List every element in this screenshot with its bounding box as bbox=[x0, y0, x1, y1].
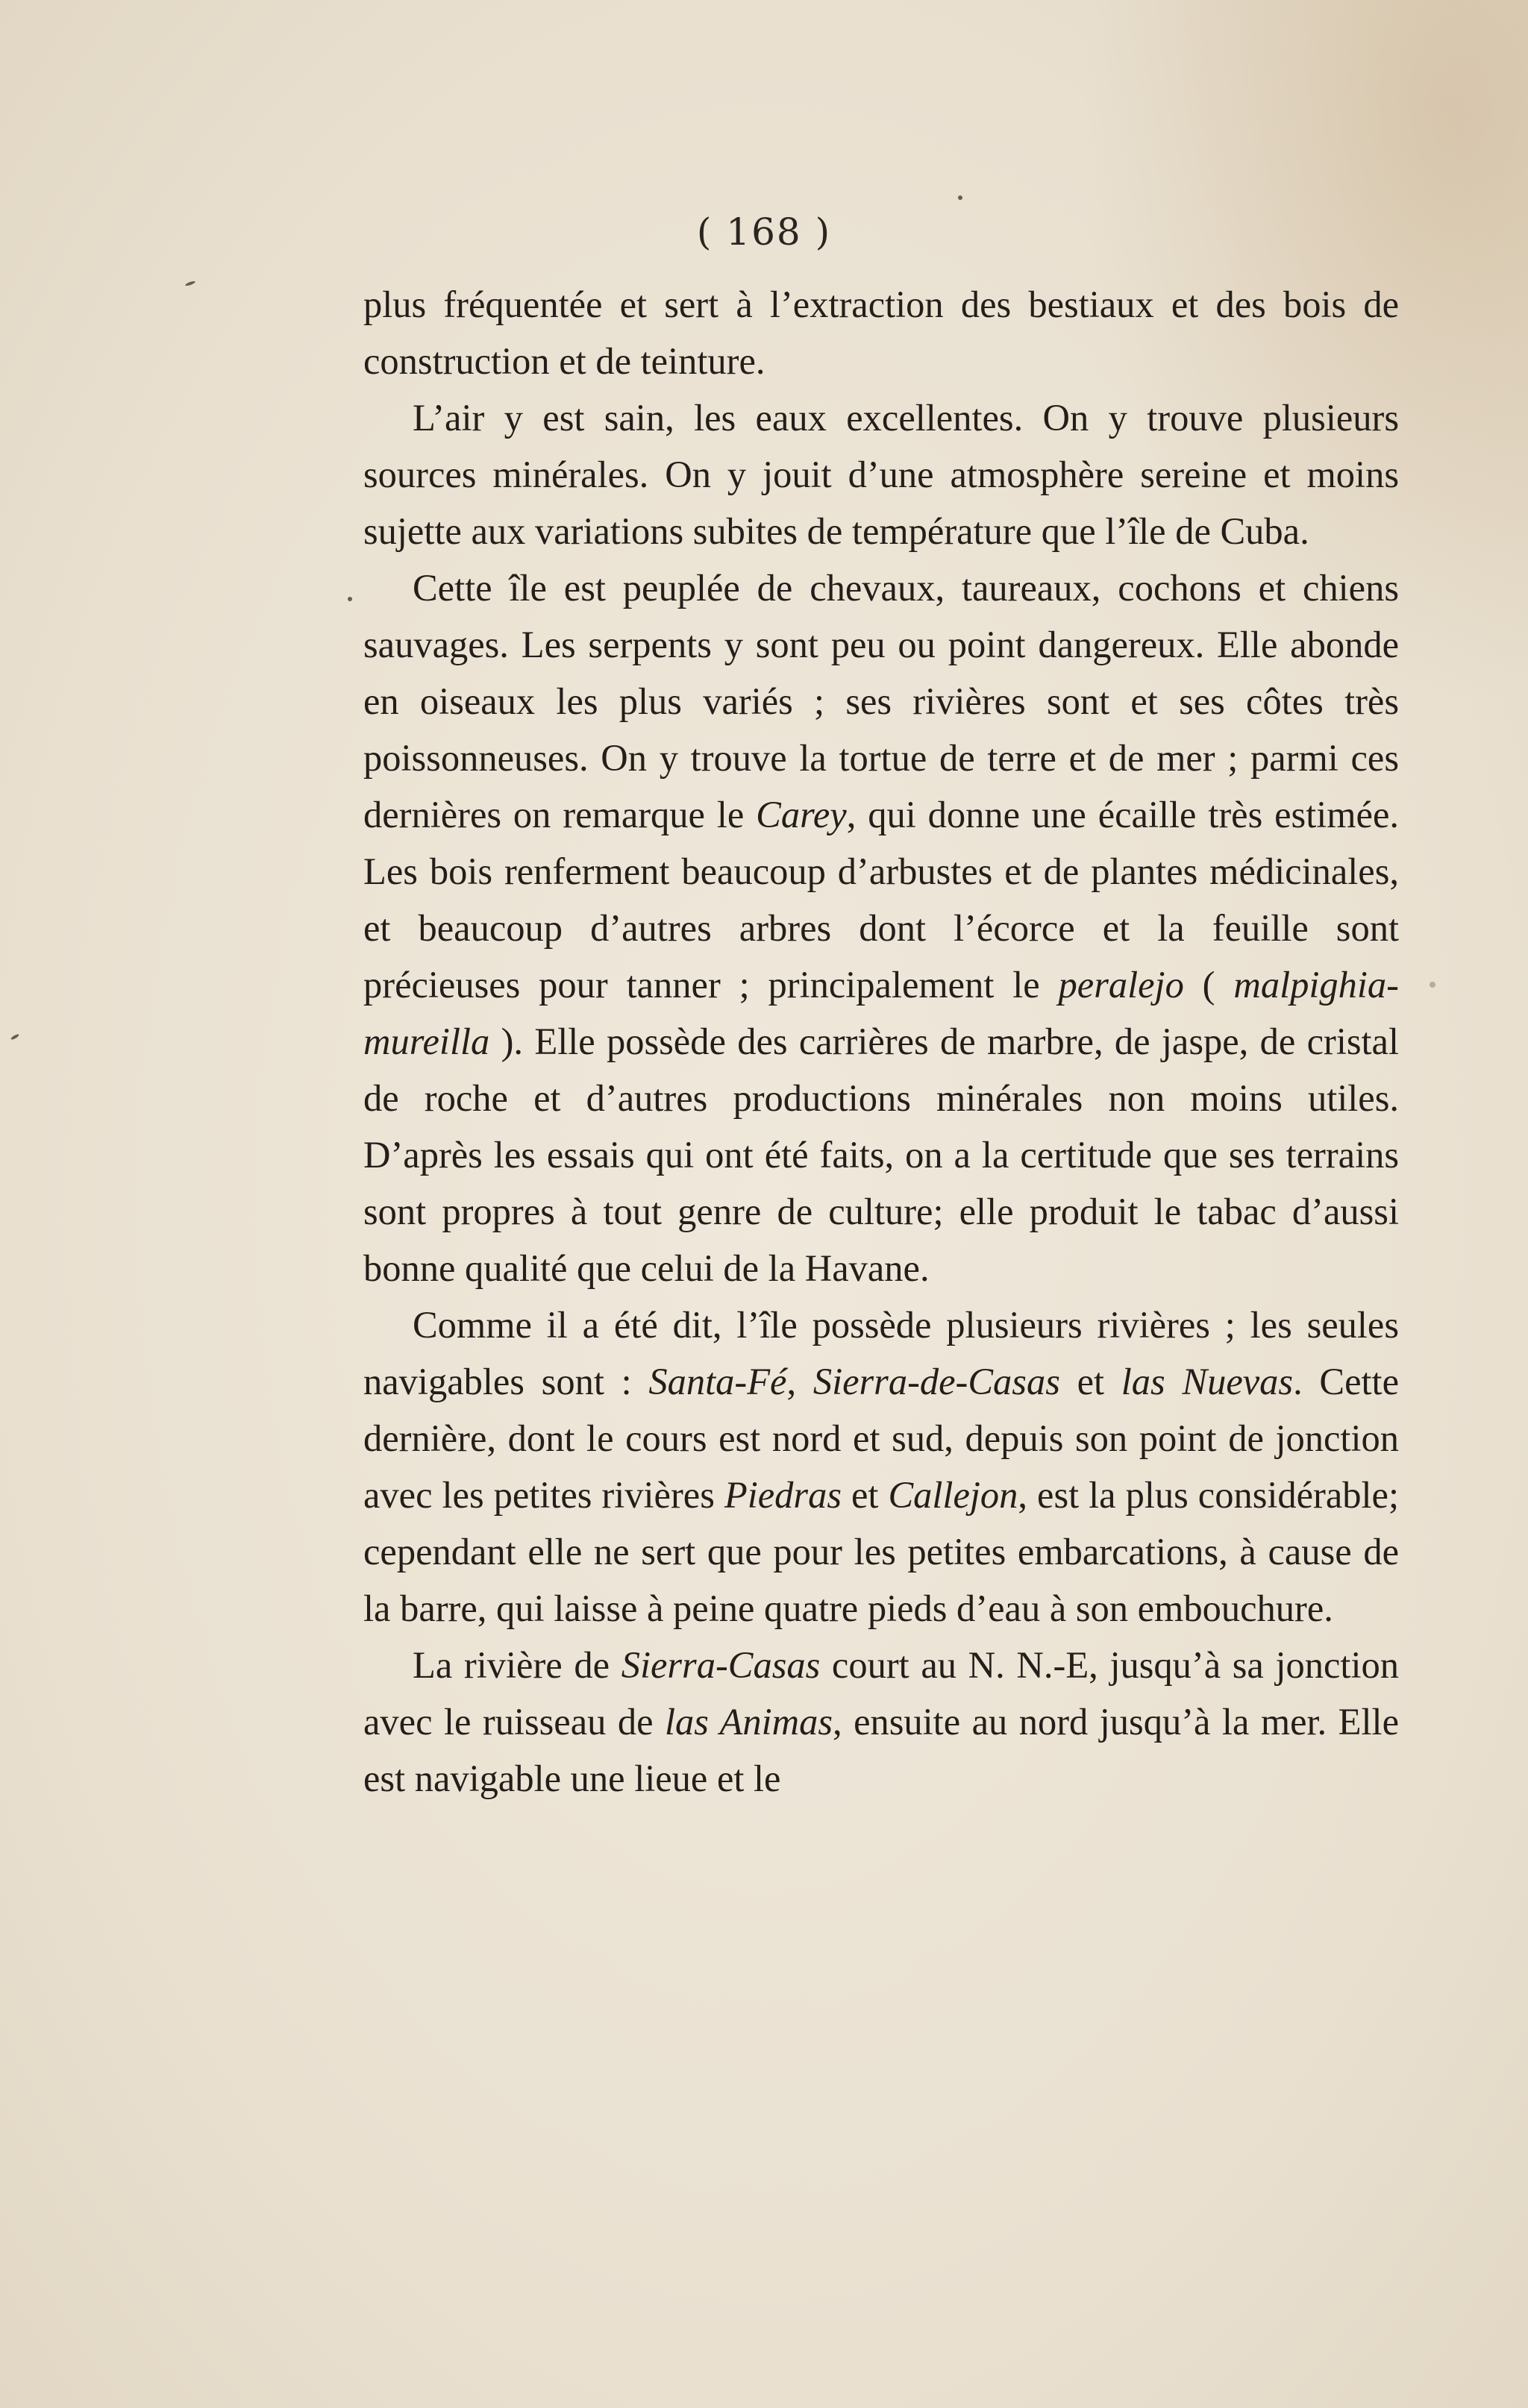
italic-term: peralejo bbox=[1058, 964, 1184, 1006]
text-segment: et bbox=[841, 1474, 889, 1516]
text-segment: , qui donne une écaille très estimée. Les bois renferment beaucoup d’arbustes et de plantes médicinales, et beaucoup d’autres arbres dont l’écorce et la feuille sont précieuses pour tanner ; principalement le bbox=[363, 794, 1399, 1006]
paragraph-5 bbox=[363, 1637, 1399, 1807]
paragraph-2 bbox=[363, 389, 1399, 559]
paper-speck bbox=[1430, 982, 1435, 988]
text-segment: court au N. N.-E, jusqu’à sa jonction avec le ruisseau de bbox=[363, 1644, 1399, 1743]
text-segment: ). Elle possède des carrières de marbre, de jaspe, de cristal de roche et d’autres productions minérales non moins utiles. D’après les essais qui ont été faits, on a la certitude que ses terrains sont propres à tout genre de culture; elle produit le tabac d’aussi bonne qualité que celui de la Havane. bbox=[363, 1020, 1399, 1289]
text-segment: , ensuite au nord jusqu’à la mer. Elle est navigable une lieue et le bbox=[363, 1701, 1399, 1799]
italic-term: Piedras bbox=[724, 1474, 842, 1516]
italic-term: las Animas bbox=[664, 1701, 833, 1743]
paragraph-3 bbox=[363, 559, 1399, 1297]
text-segment: . Cette dernière, dont le cours est nord et sud, depuis son point de jonction avec les petites rivières bbox=[363, 1361, 1399, 1516]
italic-term: Callejon bbox=[888, 1474, 1018, 1516]
text-segment: et bbox=[1059, 1361, 1121, 1402]
text-segment: , est la plus considérable; cependant elle ne sert que pour les petites embarcations, à cause de la barre, qui laisse à peine quatre pieds d’eau à son embouchure. bbox=[363, 1474, 1399, 1629]
paragraph-4 bbox=[363, 1297, 1399, 1637]
paper-speck bbox=[185, 280, 196, 287]
text-segment: Comme il a été dit, l’île possède plusieurs rivières ; les seules navigables sont : bbox=[363, 1304, 1399, 1402]
italic-term: Carey bbox=[756, 794, 847, 835]
text-segment: ( bbox=[1183, 964, 1234, 1006]
italic-term: Sierra-Casas bbox=[621, 1644, 821, 1686]
text-segment: , bbox=[786, 1361, 813, 1402]
paper-speck bbox=[958, 195, 962, 200]
text-segment: plus fréquentée et sert à l’extraction des bestiaux et des bois de construction et de teinture. bbox=[363, 283, 1399, 382]
italic-term: Santa-Fé bbox=[648, 1361, 787, 1402]
page-body bbox=[363, 276, 1399, 1807]
italic-term: Sierra-de-Casas bbox=[812, 1361, 1060, 1402]
paper-speck bbox=[348, 597, 352, 601]
text-segment: Cette île est peuplée de chevaux, taureaux, cochons et chiens sauvages. Les serpents y sont peu ou point dangereux. Elle abonde en oiseaux les plus variés ; ses rivières sont et ses côtes très poissonneuses. On y trouve la tortue de terre et de mer ; parmi ces dernières on remarque le bbox=[363, 567, 1399, 835]
italic-term: malpighia-mureilla bbox=[363, 964, 1399, 1062]
paper-speck bbox=[10, 1033, 19, 1040]
page-number: ( 168 ) bbox=[696, 210, 832, 254]
text-segment: La rivière de bbox=[413, 1644, 621, 1686]
text-segment: L’air y est sain, les eaux excellentes. On y trouve plusieurs sources minérales. On y jouit d’une atmosphère sereine et moins sujette aux variations subites de température que l’île de Cuba. bbox=[363, 397, 1399, 552]
italic-term: las Nuevas bbox=[1121, 1361, 1294, 1402]
paragraph-1 bbox=[363, 276, 1399, 389]
